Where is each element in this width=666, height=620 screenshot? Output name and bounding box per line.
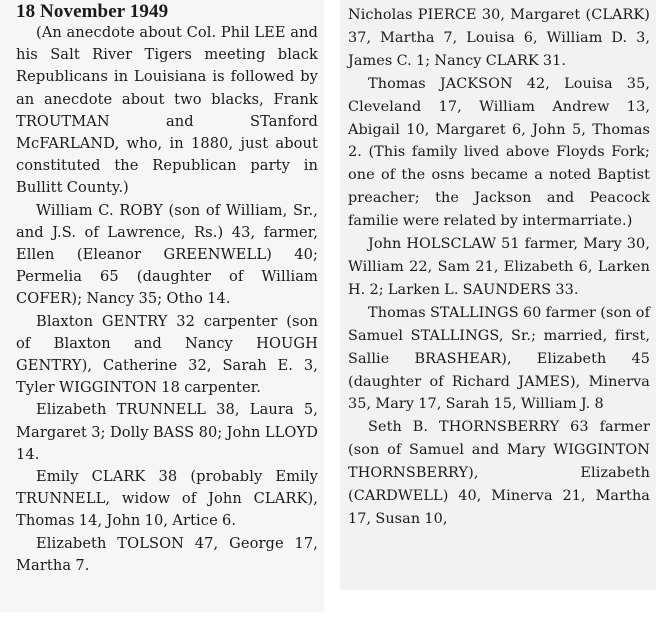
- clark-entry: Emily CLARK 38 (probably Emily TRUNNELL, widow of John CLARK), Thomas 14, John 10, Artice 6.: [16, 468, 318, 530]
- date-heading: 18 November 1949: [16, 1, 169, 22]
- trunnell-entry: Elizabeth TRUNNELL 38, Laura 5, Margaret 3; Dolly BASS 80; John LLOYD 14.: [16, 401, 318, 463]
- right-column: [340, 0, 656, 590]
- roby-entry: William C. ROBY (son of William, Sr., and J.S. of Lawrence, Rs.) 43, farmer, Ellen (Eleanor GREENWELL) 40; Permelia 65 (daughter of William COFER); Nancy 35; Otho 14.: [16, 201, 318, 308]
- thornsberry-entry: Seth B. THORNSBERRY 63 farmer (son of Samuel and Mary WIGGINTON THORNSBERRY), Elizabeth (CARDWELL) 40, Minerva 21, Martha 17, Susan 10,: [348, 419, 650, 527]
- stallings-entry: Thomas STALLINGS 60 farmer (son of Samuel STALLINGS, Sr.; married, first, Sallie BRASHEAR), Elizabeth 45 (daughter of Richard JAMES), Minerva 35, Mary 17, Sarah 15, William J. 8: [348, 304, 650, 413]
- pierce-entry: Nicholas PIERCE 30, Margaret (CLARK) 37, Martha 7, Louisa 6, William D. 3, James C. 1; Nancy CLARK 31.: [348, 7, 650, 69]
- tolson-entry: Elizabeth TOLSON 47, George 17, Martha 7.: [16, 534, 318, 574]
- holsclaw-entry: John HOLSCLAW 51 farmer, Mary 30, William 22, Sam 21, Elizabeth 6, Larken H. 2; Larken L. SAUNDERS 33.: [348, 236, 650, 298]
- intro-paragraph: (An anecdote about Col. Phil LEE and his Salt River Tigers meeting black Republicans in Louisiana is followed by an anecdote about two blacks, Frank TROUTMAN and STanford McFARLAND, who, in 1880, just about constituted the Republican party in Bullitt County.): [16, 24, 318, 197]
- jackson-entry: Thomas JACKSON 42, Louisa 35, Cleveland 17, William Andrew 13, Abigail 10, Margaret 6, John 5, Thomas 2. (This family lived above Floyds Fork; one of the osns became a noted Baptist preacher; the Jackson and Peacock familie were related by intermarriate.): [348, 75, 650, 230]
- left-column: [0, 0, 324, 612]
- gentry-entry: Blaxton GENTRY 32 carpenter (son of Blaxton and Nancy HOUGH GENTRY), Catherine 32, Sarah E. 3, Tyler WIGGINTON 18 carpenter.: [16, 312, 318, 397]
